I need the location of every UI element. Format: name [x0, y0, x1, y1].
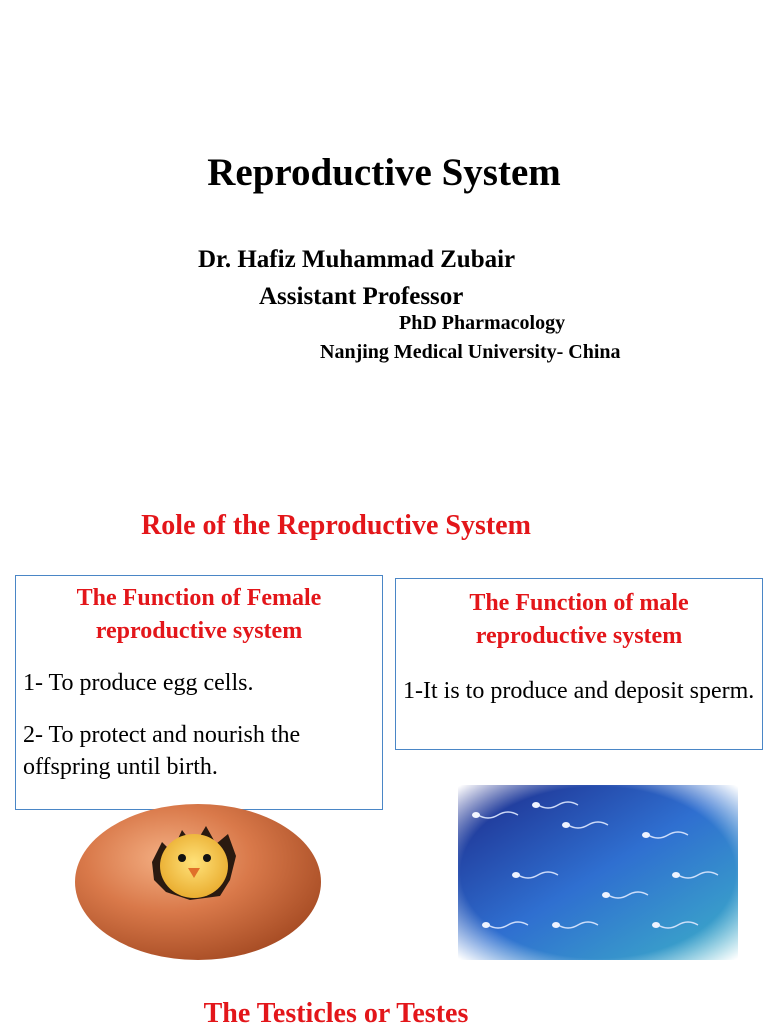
page-title: Reproductive System [207, 151, 561, 194]
male-function-heading: The Function of male reproductive system [469, 590, 689, 649]
male-function-box [395, 578, 763, 750]
female-point-1: 1- To produce egg cells. [23, 670, 254, 696]
author-university: Nanjing Medical University- China [320, 341, 621, 363]
female-function-heading: The Function of Female reproductive system [76, 585, 322, 644]
author-degree: PhD Pharmacology [399, 312, 566, 334]
author-name: Dr. Hafiz Muhammad Zubair [198, 246, 516, 273]
author-position: Assistant Professor [259, 283, 464, 310]
female-point-2: 2- To protect and nourish the offspring until birth. [23, 722, 301, 780]
female-function-box [15, 575, 383, 810]
sperm-cells-image [458, 785, 738, 960]
footer-section-title: The Testicles or Testes [203, 998, 469, 1029]
section-title: Role of the Reproductive System [141, 510, 531, 541]
male-point-1: 1-It is to produce and deposit sperm. [403, 678, 755, 704]
egg-chick-image [70, 800, 325, 965]
